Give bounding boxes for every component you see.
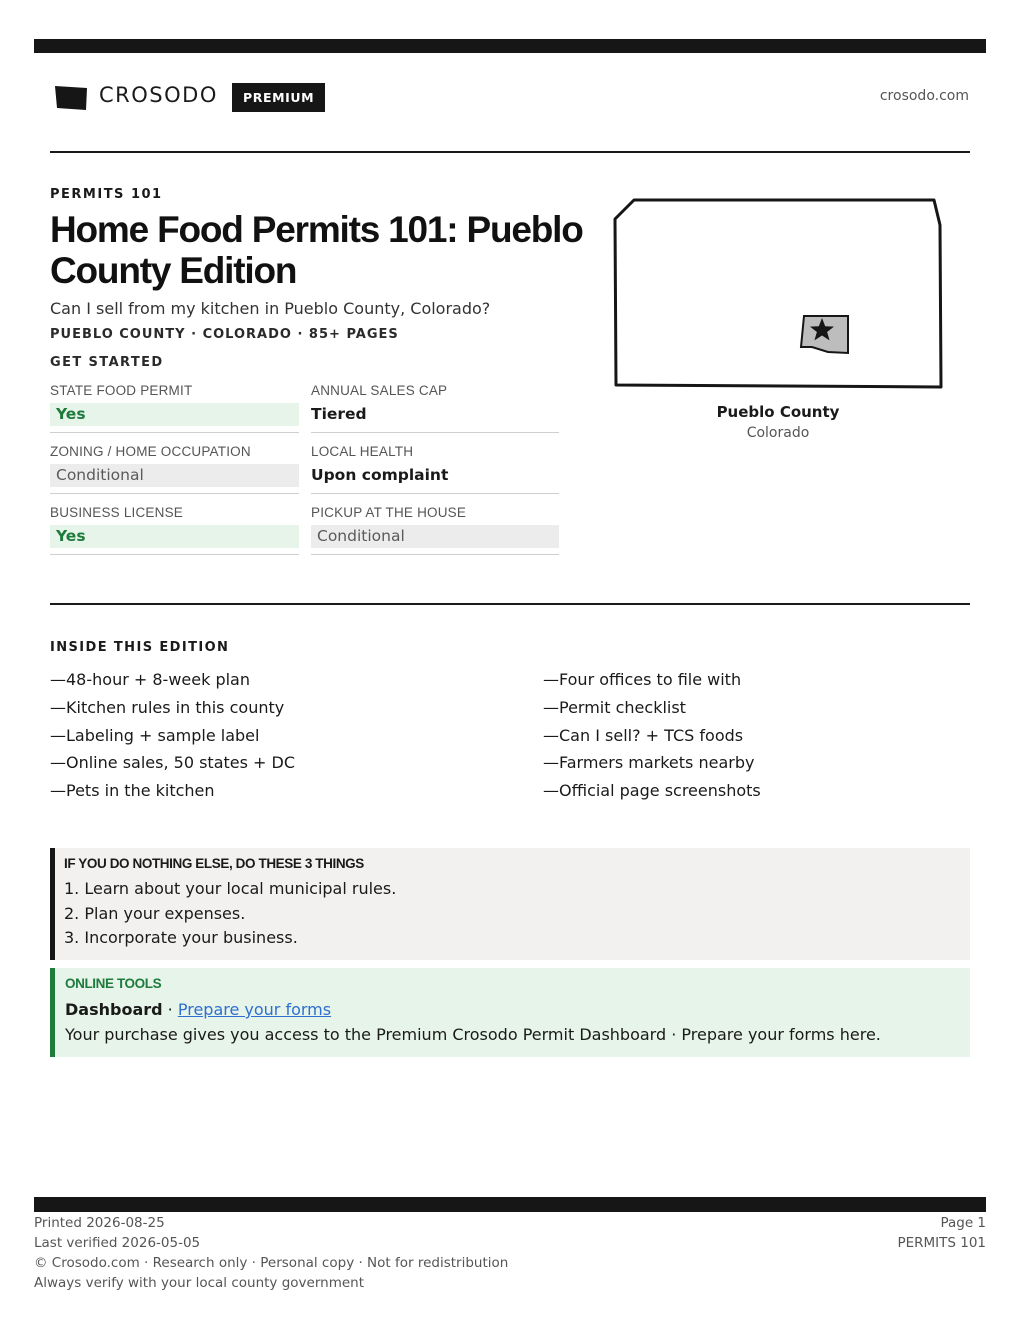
fact-label: STATE FOOD PERMIT	[50, 383, 193, 398]
list-item: 3. Incorporate your business.	[64, 928, 298, 947]
page-header	[50, 78, 970, 118]
brand-name: CROSODO	[99, 83, 218, 107]
fact-value: Conditional	[50, 464, 299, 487]
list-item: — Official page screenshots	[543, 777, 761, 805]
callout-list	[64, 877, 970, 951]
site-url[interactable]: crosodo.com	[879, 88, 969, 104]
page-number: Page 1	[940, 1215, 986, 1231]
tools-title: ONLINE TOOLS	[65, 976, 162, 991]
state-outline	[615, 200, 941, 387]
list-item: — Can I sell? + TCS foods	[543, 722, 761, 750]
bottom-bar	[34, 1197, 986, 1212]
list-item: 1. Learn about your local municipal rules.	[64, 879, 397, 898]
footer-right	[897, 1213, 986, 1253]
inside-list-right	[543, 666, 761, 805]
eyebrow: PERMITS 101	[50, 187, 163, 202]
list-item: — Four offices to file with	[543, 666, 761, 694]
tools-description: Your purchase gives you access to the Premium Crosodo Permit Dashboard · Prepare your forms here.	[65, 1025, 881, 1044]
fact-value: Yes	[50, 403, 299, 426]
fact-value: Yes	[50, 525, 299, 548]
top-three-callout	[50, 848, 970, 960]
inside-heading: INSIDE THIS EDITION	[50, 640, 230, 655]
fact-zoning	[50, 443, 299, 494]
fact-label: PICKUP AT THE HOUSE	[311, 505, 467, 520]
list-item: 2. Plan your expenses.	[64, 903, 246, 923]
disclaimer: Always verify with your local county government	[34, 1275, 364, 1291]
fact-pickup	[311, 504, 559, 555]
fact-annual-sales-cap	[311, 382, 559, 433]
fact-label: ZONING / HOME OCCUPATION	[50, 444, 251, 459]
list-item: — Permit checklist	[543, 694, 761, 722]
fact-business-license	[50, 504, 299, 555]
get-started-heading: GET STARTED	[50, 355, 164, 370]
list-item: — Kitchen rules in this county	[50, 694, 295, 722]
header-divider	[50, 151, 970, 153]
state-map	[612, 197, 944, 391]
list-item: — Labeling + sample label	[50, 722, 295, 750]
fact-value: Upon complaint	[311, 466, 449, 484]
page-title: Home Food Permits 101: Pueblo County Edition	[50, 209, 583, 291]
fact-label: BUSINESS LICENSE	[50, 505, 183, 520]
premium-badge: PREMIUM	[232, 83, 325, 112]
fact-local-health	[311, 443, 559, 494]
copyright: © Crosodo.com · Research only · Personal copy · Not for redistribution	[34, 1255, 509, 1271]
page-subtitle: Can I sell from my kitchen in Pueblo County, Colorado?	[50, 299, 491, 318]
printed-date: Printed 2026-08-25	[34, 1215, 165, 1231]
page-meta: PUEBLO COUNTY · COLORADO · 85+ PAGES	[50, 327, 399, 342]
separator: ·	[162, 1000, 178, 1019]
tools-line	[65, 1000, 970, 1019]
inside-list-left	[50, 666, 295, 805]
online-tools-box	[50, 968, 970, 1057]
verified-date: Last verified 2026-05-05	[34, 1235, 201, 1251]
logo-icon	[54, 85, 88, 111]
map-county-label: Pueblo County	[716, 403, 840, 421]
fact-value: Conditional	[311, 525, 559, 548]
top-bar	[34, 39, 986, 53]
fact-value: Tiered	[311, 405, 367, 423]
list-item: — 48-hour + 8-week plan	[50, 666, 295, 694]
map-state-label: Colorado	[746, 425, 810, 441]
footer-section: PERMITS 101	[897, 1235, 986, 1251]
section-divider	[50, 603, 970, 605]
prepare-forms-link[interactable]: Prepare your forms	[177, 1000, 332, 1019]
list-item: — Online sales, 50 states + DC	[50, 749, 295, 777]
list-item: — Pets in the kitchen	[50, 777, 295, 805]
fact-state-food-permit	[50, 382, 299, 433]
footer-left	[34, 1213, 508, 1293]
fact-label: ANNUAL SALES CAP	[311, 383, 448, 398]
callout-title: IF YOU DO NOTHING ELSE, DO THESE 3 THINGS	[64, 856, 364, 871]
list-item: — Farmers markets nearby	[543, 749, 761, 777]
fact-label: LOCAL HEALTH	[311, 444, 414, 459]
dashboard-label: Dashboard	[65, 1000, 163, 1019]
